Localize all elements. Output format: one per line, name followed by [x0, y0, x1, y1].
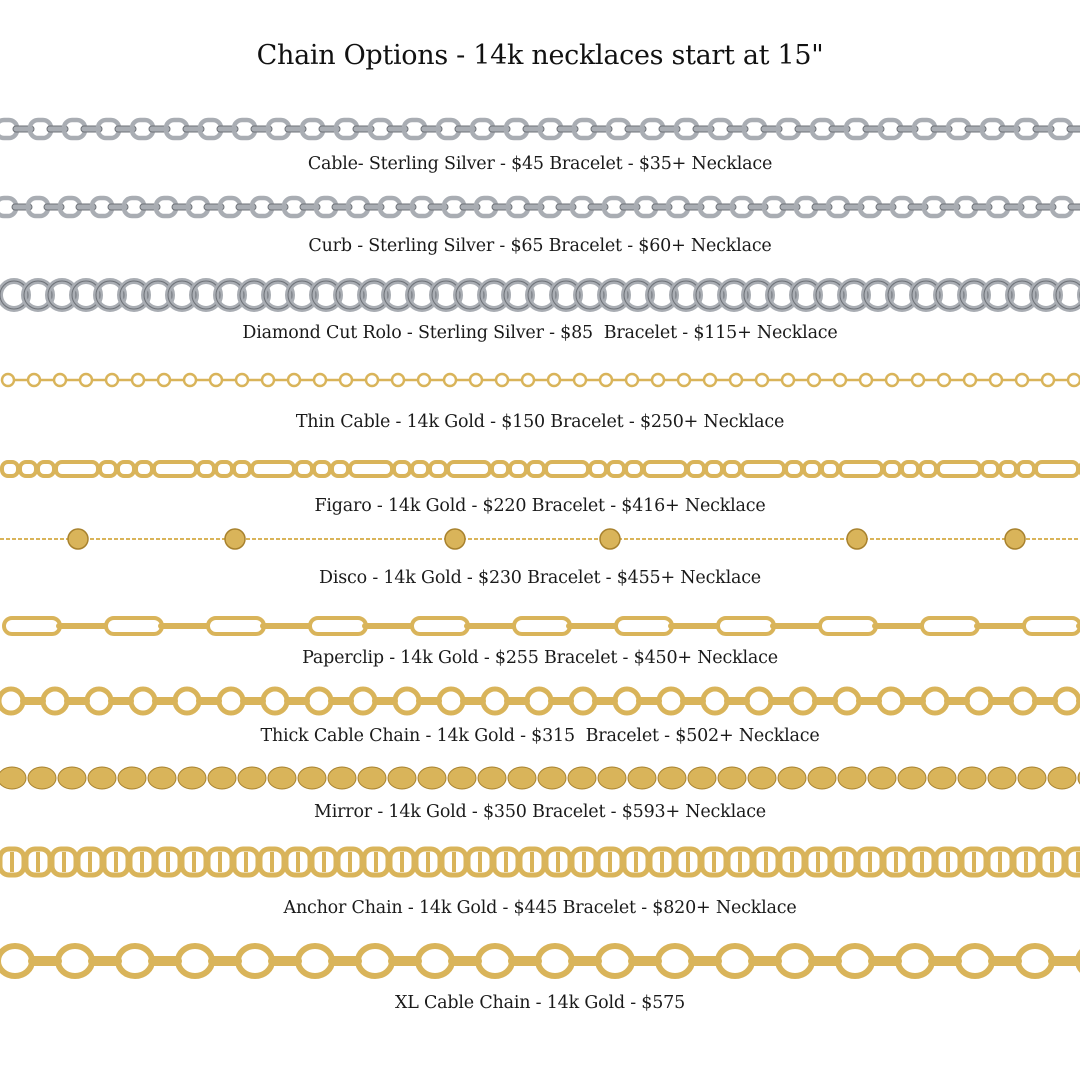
- chain-link: [56, 462, 98, 476]
- chain-bead: [847, 529, 867, 549]
- anchor-label: Anchor Chain - 14k Gold - $445 Bracelet - $820+ Necklace: [283, 898, 797, 918]
- chain-link: [782, 374, 794, 386]
- chain-link: [616, 618, 672, 634]
- chain-link: [234, 462, 250, 476]
- chain-link: [448, 462, 490, 476]
- chain-link: [394, 462, 410, 476]
- chain-link: [868, 767, 896, 789]
- chain-link: [778, 767, 806, 789]
- chain-link: [548, 374, 560, 386]
- chain-link: [912, 374, 924, 386]
- chain-link: [106, 618, 162, 634]
- chain-link: [820, 618, 876, 634]
- disco-label: Disco - 14k Gold - $230 Bracelet - $455+ Necklace: [319, 568, 761, 588]
- chain-link: [1042, 374, 1054, 386]
- chain-link: [590, 462, 606, 476]
- chain-link: [522, 374, 534, 386]
- chain-link: [510, 462, 526, 476]
- chain-link: [219, 689, 243, 713]
- chain-link: [879, 689, 903, 713]
- chain-link: [538, 767, 566, 789]
- chain-link: [118, 462, 134, 476]
- chain-link: [395, 689, 419, 713]
- chain-link: [307, 689, 331, 713]
- chain-link: [742, 462, 784, 476]
- chain-link: [340, 374, 352, 386]
- chain-link: [688, 767, 716, 789]
- thick-cable-label: Thick Cable Chain - 14k Gold - $315 Bracelet - $502+ Necklace: [260, 726, 820, 746]
- chain-link: [598, 946, 632, 976]
- chain-link: [598, 767, 626, 789]
- chain-link: [804, 462, 820, 476]
- rolo-label: Diamond Cut Rolo - Sterling Silver - $85 Bracelet - $115+ Necklace: [242, 323, 838, 343]
- chain-link: [600, 374, 612, 386]
- chain-bead: [600, 529, 620, 549]
- chain-link: [4, 618, 60, 634]
- chain-link: [898, 946, 932, 976]
- chain-link: [80, 374, 92, 386]
- chain-link: [263, 689, 287, 713]
- chain-link: [118, 767, 146, 789]
- chain-link: [778, 946, 812, 976]
- chain-link: [178, 946, 212, 976]
- chain-link: [464, 623, 516, 629]
- chain-link: [20, 462, 36, 476]
- chain-link: [756, 374, 768, 386]
- chain-link: [514, 618, 570, 634]
- chain-link: [730, 374, 742, 386]
- chain-link: [314, 462, 330, 476]
- chain-link: [358, 946, 392, 976]
- chain-link: [210, 374, 222, 386]
- chain-link: [938, 374, 950, 386]
- chain-link: [1076, 623, 1080, 629]
- chain-link: [748, 767, 776, 789]
- chain-link: [538, 946, 572, 976]
- chain-link: [148, 767, 176, 789]
- chain-link: [718, 946, 752, 976]
- chain-link: [388, 767, 416, 789]
- chain-link: [988, 767, 1016, 789]
- chain-link: [296, 462, 312, 476]
- chain-link: [208, 767, 236, 789]
- thin-cable-label: Thin Cable - 14k Gold - $150 Bracelet - $250+ Necklace: [295, 412, 785, 432]
- cable-silver-label: Cable- Sterling Silver - $45 Bracelet - $35+ Necklace: [307, 154, 773, 174]
- anchor-chain-image: [0, 842, 1080, 882]
- chain-link: [496, 374, 508, 386]
- chain-link: [1000, 462, 1016, 476]
- chain-link: [898, 767, 926, 789]
- paperclip-chain-image: [0, 612, 1080, 640]
- chain-link: [770, 623, 822, 629]
- chain-link: [358, 767, 386, 789]
- chain-link: [704, 374, 716, 386]
- chain-link: [208, 618, 264, 634]
- chain-link: [158, 623, 210, 629]
- thick-cable-chain-image: [0, 683, 1080, 719]
- chain-link: [175, 689, 199, 713]
- chain-link: [216, 462, 232, 476]
- chain-link: [198, 462, 214, 476]
- chain-link: [747, 689, 771, 713]
- chain-link: [262, 374, 274, 386]
- chain-link: [658, 946, 692, 976]
- chain-link: [43, 689, 67, 713]
- chain-link: [298, 946, 332, 976]
- chain-link: [902, 462, 918, 476]
- chain-bead: [68, 529, 88, 549]
- chain-link: [418, 767, 446, 789]
- chain-link: [659, 689, 683, 713]
- chain-link: [1068, 374, 1080, 386]
- chain-bead: [225, 529, 245, 549]
- chain-link: [1018, 946, 1052, 976]
- xl-cable-label: XL Cable Chain - 14k Gold - $575: [394, 993, 686, 1013]
- chain-link: [822, 462, 838, 476]
- chain-link: [626, 374, 638, 386]
- chain-link: [928, 767, 956, 789]
- page-title: Chain Options - 14k necklaces start at 15": [256, 40, 824, 71]
- chain-link: [58, 946, 92, 976]
- figaro-label: Figaro - 14k Gold - $220 Bracelet - $416+ Necklace: [314, 496, 766, 516]
- thin-cable-chain-image: [0, 368, 1080, 392]
- chain-link: [838, 946, 872, 976]
- chain-link: [628, 767, 656, 789]
- chain-link: [483, 689, 507, 713]
- chain-link: [884, 462, 900, 476]
- chain-link: [990, 374, 1002, 386]
- chain-link: [1036, 462, 1078, 476]
- figaro-chain-image: [0, 455, 1080, 483]
- chain-link: [178, 767, 206, 789]
- chain-link: [58, 767, 86, 789]
- chain-link: [412, 462, 428, 476]
- chain-link: [351, 689, 375, 713]
- chain-link: [527, 689, 551, 713]
- chain-link: [56, 623, 108, 629]
- chain-link: [920, 462, 936, 476]
- chain-link: [332, 462, 348, 476]
- chain-link: [652, 374, 664, 386]
- chain-link: [1016, 374, 1028, 386]
- chain-link: [444, 374, 456, 386]
- chain-link: [87, 689, 111, 713]
- paperclip-label: Paperclip - 14k Gold - $255 Bracelet - $450+ Necklace: [302, 648, 778, 668]
- chain-link: [958, 946, 992, 976]
- chain-link: [571, 689, 595, 713]
- chain-link: [28, 767, 56, 789]
- chain-link: [54, 374, 66, 386]
- chain-link: [958, 767, 986, 789]
- curb-label: Curb - Sterling Silver - $65 Bracelet - $60+ Necklace: [308, 236, 772, 256]
- chain-link: [184, 374, 196, 386]
- rolo-chain-image: [0, 274, 1080, 316]
- chain-link: [923, 689, 947, 713]
- chain-link: [967, 689, 991, 713]
- chain-link: [100, 462, 116, 476]
- chain-link: [118, 946, 152, 976]
- chain-link: [703, 689, 727, 713]
- chain-link: [238, 767, 266, 789]
- chain-link: [314, 374, 326, 386]
- disco-chain-image: [0, 522, 1080, 556]
- chain-link: [0, 946, 32, 976]
- chain-link: [1024, 618, 1080, 634]
- chain-link: [0, 689, 23, 713]
- chain-link: [834, 374, 846, 386]
- chain-link: [1068, 204, 1080, 210]
- chain-link: [718, 767, 746, 789]
- chain-link: [310, 618, 366, 634]
- chain-link: [528, 462, 544, 476]
- chain-link: [136, 462, 152, 476]
- chain-link: [478, 946, 512, 976]
- chain-link: [808, 374, 820, 386]
- chain-link: [448, 767, 476, 789]
- chain-link: [236, 374, 248, 386]
- chain-link: [922, 618, 978, 634]
- chain-link: [860, 374, 872, 386]
- chain-link: [492, 462, 508, 476]
- chain-link: [1011, 689, 1035, 713]
- chain-link: [418, 374, 430, 386]
- chain-link: [260, 623, 312, 629]
- chain-link: [238, 946, 272, 976]
- chain-link: [0, 767, 26, 789]
- xl-cable-chain-image: [0, 938, 1080, 984]
- chain-link: [362, 623, 414, 629]
- chain-link: [470, 374, 482, 386]
- chain-link: [566, 623, 618, 629]
- chain-link: [886, 374, 898, 386]
- chain-link: [430, 462, 446, 476]
- chain-link: [508, 767, 536, 789]
- chain-link: [478, 767, 506, 789]
- chain-link: [786, 462, 802, 476]
- chain-link: [574, 374, 586, 386]
- chain-link: [938, 462, 980, 476]
- chain-link: [1048, 767, 1076, 789]
- chain-link: [252, 462, 294, 476]
- chain-link: [1018, 767, 1046, 789]
- chain-link: [840, 462, 882, 476]
- mirror-label: Mirror - 14k Gold - $350 Bracelet - $593+ Necklace: [314, 802, 766, 822]
- chain-link: [718, 618, 774, 634]
- chain-link: [1067, 126, 1080, 132]
- chain-link: [872, 623, 924, 629]
- chain-link: [644, 462, 686, 476]
- chain-link: [658, 767, 686, 789]
- chain-link: [706, 462, 722, 476]
- chain-link: [350, 462, 392, 476]
- chain-link: [608, 462, 624, 476]
- chain-link: [835, 689, 859, 713]
- chain-link: [615, 689, 639, 713]
- chain-link: [366, 374, 378, 386]
- chain-link: [106, 374, 118, 386]
- chain-link: [328, 767, 356, 789]
- curb-chain-image: [0, 192, 1080, 222]
- chain-link: [791, 689, 815, 713]
- chain-link: [439, 689, 463, 713]
- chain-link: [2, 374, 14, 386]
- chain-link: [268, 767, 296, 789]
- chain-bead: [445, 529, 465, 549]
- chain-bead: [1005, 529, 1025, 549]
- chain-link: [688, 462, 704, 476]
- chain-link: [974, 623, 1026, 629]
- chain-link: [1018, 462, 1034, 476]
- chain-link: [288, 374, 300, 386]
- chain-link: [808, 767, 836, 789]
- chain-link: [1055, 689, 1079, 713]
- chain-link: [412, 618, 468, 634]
- chain-link: [724, 462, 740, 476]
- chain-link: [132, 374, 144, 386]
- chain-link: [298, 767, 326, 789]
- chain-link: [668, 623, 720, 629]
- chain-link: [982, 462, 998, 476]
- chain-link: [131, 689, 155, 713]
- chain-link: [964, 374, 976, 386]
- chain-link: [392, 374, 404, 386]
- chain-link: [568, 767, 596, 789]
- chain-link: [28, 374, 40, 386]
- mirror-chain-image: [0, 762, 1080, 794]
- chain-link: [38, 462, 54, 476]
- chain-link: [678, 374, 690, 386]
- chain-link: [626, 462, 642, 476]
- chain-link: [154, 462, 196, 476]
- chain-link: [418, 946, 452, 976]
- cable-silver-chain-image: [0, 114, 1080, 144]
- chain-link: [546, 462, 588, 476]
- chain-link: [158, 374, 170, 386]
- chain-link: [2, 462, 18, 476]
- chain-link: [838, 767, 866, 789]
- chain-link: [88, 767, 116, 789]
